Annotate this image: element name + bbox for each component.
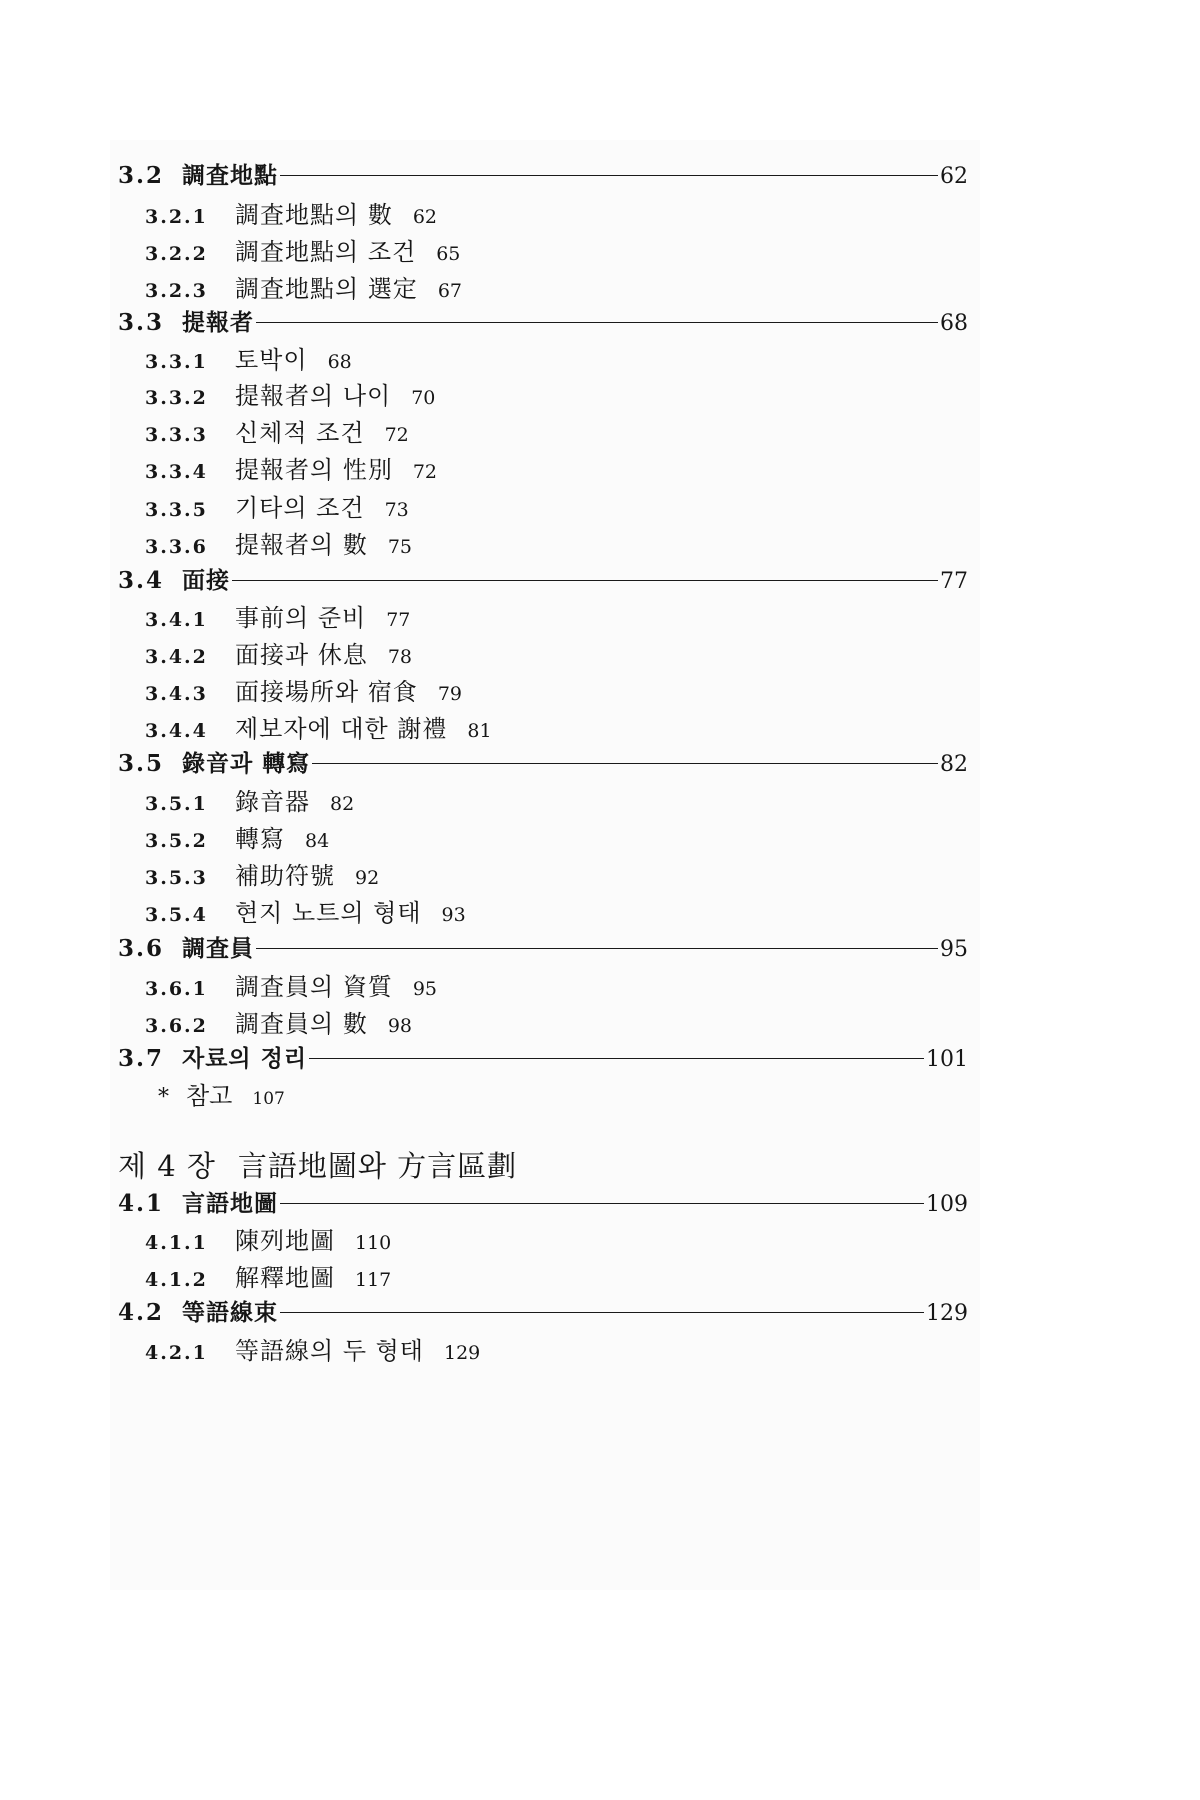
leader-line [309, 1058, 924, 1059]
toc-subsection-4-2-1[interactable] [145, 1331, 480, 1366]
section-title: 言語地圖 [182, 1190, 278, 1217]
toc-subsection-3-4-4[interactable] [145, 709, 492, 744]
toc-subsection-3-3-5[interactable] [145, 488, 409, 523]
subsection-title: 提報者의 數 [235, 531, 368, 559]
page-number: 98 [387, 1015, 413, 1037]
page-number: 110 [355, 1232, 392, 1254]
subsection-number: 3.6.1 [145, 978, 208, 1000]
page-number: 77 [940, 569, 968, 594]
subsection-title: 신체적 조건 [235, 419, 365, 447]
page-number: 62 [940, 164, 968, 189]
page-number: 75 [387, 536, 413, 558]
subsection-number: 3.4.1 [145, 609, 208, 631]
page-number: 72 [384, 424, 409, 446]
subsection-number: 3.5.4 [145, 904, 208, 926]
toc-section-3-5[interactable] [118, 745, 968, 778]
leader-line [232, 580, 938, 581]
subsection-title: 기타의 조건 [235, 494, 365, 522]
toc-subsection-3-6-1[interactable] [145, 967, 437, 1002]
subsection-title: 等語線의 두 형태 [235, 1337, 424, 1365]
subsection-number: 4.2.1 [145, 1342, 208, 1364]
toc-subsection-3-5-3[interactable] [145, 856, 379, 891]
toc-subsection-3-5-4[interactable] [145, 893, 466, 928]
subsection-number: 3.3.2 [145, 387, 208, 409]
subsection-title: 錄音器 [235, 788, 310, 816]
toc-subsection-4-1-2[interactable] [145, 1258, 391, 1293]
section-title: 調査員 [182, 935, 254, 962]
toc-section-4-2[interactable] [118, 1294, 968, 1327]
toc-subsection-3-3-2[interactable] [145, 376, 435, 411]
section-number: 3.7 [118, 1045, 165, 1072]
page-number: 79 [437, 683, 462, 705]
toc-subsection-3-4-1[interactable] [145, 598, 410, 633]
subsection-number: 3.4.3 [145, 683, 208, 705]
toc-subsection-3-2-1[interactable] [145, 195, 437, 230]
subsection-title: 解釋地圖 [235, 1264, 335, 1292]
subsection-title: 提報者의 나이 [235, 382, 392, 410]
subsection-number: 3.2.2 [145, 243, 208, 265]
subsection-title: 현지 노트의 형태 [235, 899, 422, 927]
toc-reference[interactable] [158, 1076, 285, 1111]
page-number: 95 [940, 937, 968, 962]
page-number: 129 [926, 1301, 968, 1326]
subsection-number: 3.6.2 [145, 1015, 208, 1037]
page-number: 62 [412, 206, 437, 228]
section-number: 3.3 [118, 309, 165, 336]
leader-line [256, 322, 938, 323]
subsection-title: 調査員의 數 [235, 1010, 368, 1038]
section-number: 3.6 [118, 935, 165, 962]
subsection-number: 4.1.1 [145, 1232, 208, 1254]
section-number: 4.1 [118, 1190, 165, 1217]
subsection-number: 3.3.1 [145, 351, 208, 373]
page-number: 129 [444, 1342, 481, 1364]
page-number: 77 [386, 609, 411, 631]
page-number: 93 [441, 904, 466, 926]
chapter-4-heading[interactable] [118, 1144, 517, 1185]
page-number: 107 [252, 1089, 285, 1109]
page-number: 67 [437, 280, 462, 302]
subsection-title: 面接과 休息 [235, 641, 368, 669]
subsection-title: 提報者의 性別 [235, 456, 393, 484]
subsection-title: 面接場所와 宿食 [235, 678, 418, 706]
chapter-label: 제 4 장 [118, 1149, 216, 1183]
leader-line [280, 1312, 924, 1313]
toc-subsection-3-2-3[interactable] [145, 269, 462, 304]
subsection-number: 3.3.6 [145, 536, 208, 558]
page-number: 95 [412, 978, 437, 1000]
subsection-title: 調査地點의 조건 [235, 238, 417, 266]
section-number: 3.2 [118, 162, 165, 189]
toc-subsection-3-5-1[interactable] [145, 782, 354, 817]
toc-subsection-3-5-2[interactable] [145, 819, 329, 854]
subsection-number: 3.5.2 [145, 830, 208, 852]
subsection-number: 3.3.5 [145, 499, 208, 521]
subsection-title: 제보자에 대한 謝禮 [235, 715, 448, 743]
toc-section-3-6[interactable] [118, 930, 968, 963]
subsection-title: 調査地點의 數 [235, 201, 393, 229]
page-number: 82 [330, 793, 355, 815]
subsection-title: 토박이 [235, 346, 308, 374]
toc-subsection-4-1-1[interactable] [145, 1221, 391, 1256]
page-number: 70 [411, 387, 436, 409]
page-number: 73 [384, 499, 409, 521]
toc-section-3-7[interactable] [118, 1040, 968, 1073]
toc-subsection-3-6-2[interactable] [145, 1004, 412, 1039]
page-number: 101 [926, 1047, 968, 1072]
leader-line [256, 948, 938, 949]
subsection-number: 3.4.4 [145, 720, 208, 742]
subsection-number: 3.5.1 [145, 793, 208, 815]
section-title: 等語線束 [182, 1299, 278, 1326]
toc-subsection-3-2-2[interactable] [145, 232, 460, 267]
toc-subsection-3-3-6[interactable] [145, 525, 412, 560]
subsection-title: 陳列地圖 [235, 1227, 335, 1255]
subsection-number: 3.3.3 [145, 424, 208, 446]
page-number: 65 [436, 243, 461, 265]
subsection-number: 3.2.1 [145, 206, 208, 228]
toc-section-3-4[interactable] [118, 562, 968, 595]
page-number: 117 [355, 1269, 392, 1291]
subsection-title: 補助符號 [235, 862, 335, 890]
page-number: 82 [940, 752, 968, 777]
toc-section-4-1[interactable] [118, 1185, 968, 1218]
section-number: 3.4 [118, 567, 165, 594]
chapter-title: 言語地圖와 方言區劃 [237, 1149, 518, 1183]
page-number: 109 [926, 1192, 968, 1217]
subsection-title: 調査地點의 選定 [235, 275, 418, 303]
subsection-title: 事前의 준비 [235, 604, 367, 632]
asterisk-mark: * [158, 1085, 169, 1110]
subsection-title: 轉寫 [235, 825, 285, 853]
page-number: 68 [940, 311, 968, 336]
toc-section-3-3[interactable] [118, 304, 968, 337]
subsection-title: 調査員의 資質 [235, 973, 393, 1001]
subsection-number: 3.2.3 [145, 280, 208, 302]
toc-subsection-3-4-3[interactable] [145, 672, 462, 707]
section-title: 提報者 [182, 309, 254, 336]
page-number: 72 [412, 461, 437, 483]
leader-line [312, 763, 938, 764]
leader-line [280, 175, 938, 176]
page-number: 68 [327, 351, 352, 373]
page-number: 84 [305, 830, 330, 852]
section-title: 面接 [182, 567, 230, 594]
section-title: 자료의 정리 [182, 1045, 308, 1072]
subsection-number: 3.3.4 [145, 461, 208, 483]
section-title: 錄音과 轉寫 [182, 750, 311, 777]
page-number: 78 [387, 646, 413, 668]
subsection-number: 3.5.3 [145, 867, 208, 889]
page-number: 81 [467, 720, 492, 742]
section-number: 4.2 [118, 1299, 165, 1326]
leader-line [280, 1203, 924, 1204]
toc-subsection-3-3-1[interactable] [145, 340, 352, 375]
toc-section-3-2[interactable] [118, 157, 968, 190]
toc-subsection-3-3-3[interactable] [145, 413, 409, 448]
toc-subsection-3-3-4[interactable] [145, 450, 437, 485]
subsection-number: 3.4.2 [145, 646, 208, 668]
section-number: 3.5 [118, 750, 165, 777]
reference-title: 참고 [186, 1082, 233, 1110]
page-number: 92 [355, 867, 380, 889]
toc-subsection-3-4-2[interactable] [145, 635, 412, 670]
subsection-number: 4.1.2 [145, 1269, 208, 1291]
section-title: 調査地點 [182, 162, 278, 189]
